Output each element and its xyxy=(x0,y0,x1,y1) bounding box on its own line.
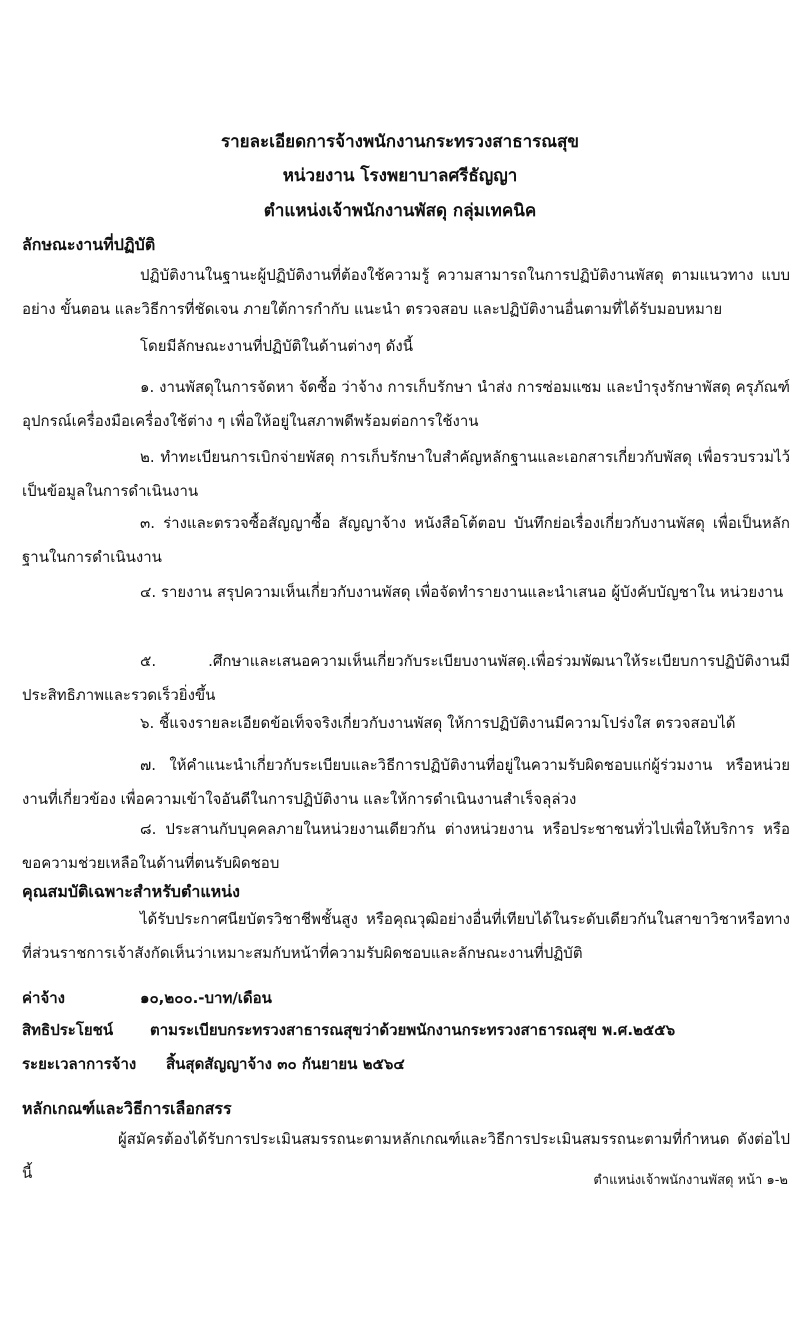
period-row xyxy=(22,1052,405,1076)
selection-criteria-text: ผู้สมัครต้องได้รับการประเมินสมรรถนะตามหลักเกณฑ์และวิธีการประเมินสมรรถนะตามที่กำหนด ดังต่อไปนี้ xyxy=(22,1130,790,1182)
job-item-8-text: ๘. ประสานกับบุคคลภายในหน่วยงานเดียวกัน ต่างหน่วยงาน หรือประชาชนทั่วไปเพื่อให้บริการ หรือขอความช่วยเหลือในด้านที่ตนรับผิดชอบ xyxy=(22,820,790,872)
job-intro-paragraph xyxy=(22,258,790,326)
position-title: ตำแหน่งเจ้าพนักงานพัสดุ กลุ่มเทคนิค xyxy=(263,201,537,221)
job-item-2 xyxy=(22,440,790,508)
job-item-5 xyxy=(22,644,790,712)
wage-value: ๑๐,๒๐๐.-บาท/เดือน xyxy=(140,989,272,1007)
benefit-value: ตามระเบียบกระทรวงสาธารณสุขว่าด้วยพนักงานกระทรวงสาธารณสุข พ.ศ.๒๕๕๖ xyxy=(150,1021,676,1039)
job-lead-text: โดยมีลักษณะงานที่ปฏิบัติในด้านต่างๆ ดังนี้ xyxy=(140,337,413,355)
job-item-3 xyxy=(22,506,790,574)
qualification-text: ได้รับประกาศนียบัตรวิชาชีพชั้นสูง หรือคุณวุฒิอย่างอื่นที่เทียบได้ในระดับเดียวกันในสาขาวิชาหรือทางที่ส่วนราชการเจ้าสังกัดเห็นว่าเหมาะสมกับหน้าที่ความรับผิดชอบและลักษณะงานที่ปฏิบัติ xyxy=(22,910,790,962)
job-item-8 xyxy=(22,812,790,880)
job-description-heading: ลักษณะงานที่ปฏิบัติ xyxy=(22,235,156,254)
benefit-row xyxy=(22,1018,675,1042)
job-item-5-text: ๕. .ศึกษาและเสนอความเห็นเกี่ยวกับระเบียบงานพัสดุ.เพื่อร่วมพัฒนาให้ระเบียบการปฏิบัติงานมีประสิทธิภาพและรวดเร็วยิ่งขึ้น xyxy=(22,652,790,704)
selection-criteria-heading: หลักเกณฑ์และวิธีการเลือกสรร xyxy=(22,1099,232,1118)
page-footer: ตำแหน่งเจ้าพนักงานพัสดุ หน้า ๑-๒ xyxy=(593,1173,788,1188)
wage-label: ค่าจ้าง xyxy=(22,989,65,1007)
period-label: ระยะเวลาการจ้าง xyxy=(22,1055,137,1073)
job-item-1 xyxy=(22,370,790,438)
benefit-label: สิทธิประโยชน์ xyxy=(22,1021,114,1039)
period-value: สิ้นสุดสัญญาจ้าง ๓๐ กันยายน ๒๕๖๔ xyxy=(166,1055,405,1073)
agency-title: หน่วยงาน โรงพยาบาลศรีธัญญา xyxy=(282,166,518,186)
job-item-7-text: ๗. ให้คำแนะนำเกี่ยวกับระเบียบและวิธีการปฏิบัติงานที่อยู่ในความรับผิดชอบแก่ผู้ร่วมงาน หรือหน่วยงานที่เกี่ยวข้อง เพื่อความเข้าใจอันดีในการปฏิบัติงาน และให้การดำเนินงานสำเร็จลุล่วง xyxy=(22,756,790,808)
job-intro-text: ปฏิบัติงานในฐานะผู้ปฏิบัติงานที่ต้องใช้ความรู้ ความสามารถในการปฏิบัติงานพัสดุ ตามแนวทาง แบบอย่าง ขั้นตอน และวิธีการที่ชัดเจน ภายใต้การกำกับ แนะนำ ตรวจสอบ และปฏิบัติงานอื่นตามที่ได้รับมอบหมาย xyxy=(22,266,790,318)
job-item-6-text: ๖. ชี้แจงรายละเอียดข้อเท็จจริงเกี่ยวกับงานพัสดุ ให้การปฏิบัติงานมีความโปร่งใส ตรวจสอบได้ xyxy=(140,714,736,732)
job-item-7 xyxy=(22,748,790,816)
qualification-paragraph xyxy=(22,902,790,970)
wage-row xyxy=(22,986,272,1010)
job-item-6 xyxy=(22,706,790,740)
qualification-heading: คุณสมบัติเฉพาะสำหรับตำแหน่ง xyxy=(22,882,240,901)
document-title: รายละเอียดการจ้างพนักงานกระทรวงสาธารณสุข xyxy=(220,132,580,152)
job-item-2-text: ๒. ทำทะเบียนการเบิกจ่ายพัสดุ การเก็บรักษาใบสำคัญหลักฐานและเอกสารเกี่ยวกับพัสดุ เพื่อรวบรวมไว้เป็นข้อมูลในการดำเนินงาน xyxy=(22,448,790,500)
job-item-4 xyxy=(22,575,790,609)
job-item-1-text: ๑. งานพัสดุในการจัดหา จัดซื้อ ว่าจ้าง การเก็บรักษา นำส่ง การซ่อมแซม และบำรุงรักษาพัสดุ ครุภัณฑ์ อุปกรณ์เครื่องมือเครื่องใช้ต่าง ๆ เพื่อให้อยู่ในสภาพดีพร้อมต่อการใช้งาน xyxy=(22,378,790,430)
job-item-4-text: ๔. รายงาน สรุปความเห็นเกี่ยวกับงานพัสดุ เพื่อจัดทำรายงานและนำเสนอ ผู้บังคับบัญชาใน หน่วยงาน xyxy=(140,583,784,601)
job-item-3-text: ๓. ร่างและตรวจซื้อสัญญาซื้อ สัญญาจ้าง หนังสือโต้ตอบ บันทึกย่อเรื่องเกี่ยวกับงานพัสดุ เพื่อเป็นหลักฐานในการดำเนินงาน xyxy=(22,514,790,566)
